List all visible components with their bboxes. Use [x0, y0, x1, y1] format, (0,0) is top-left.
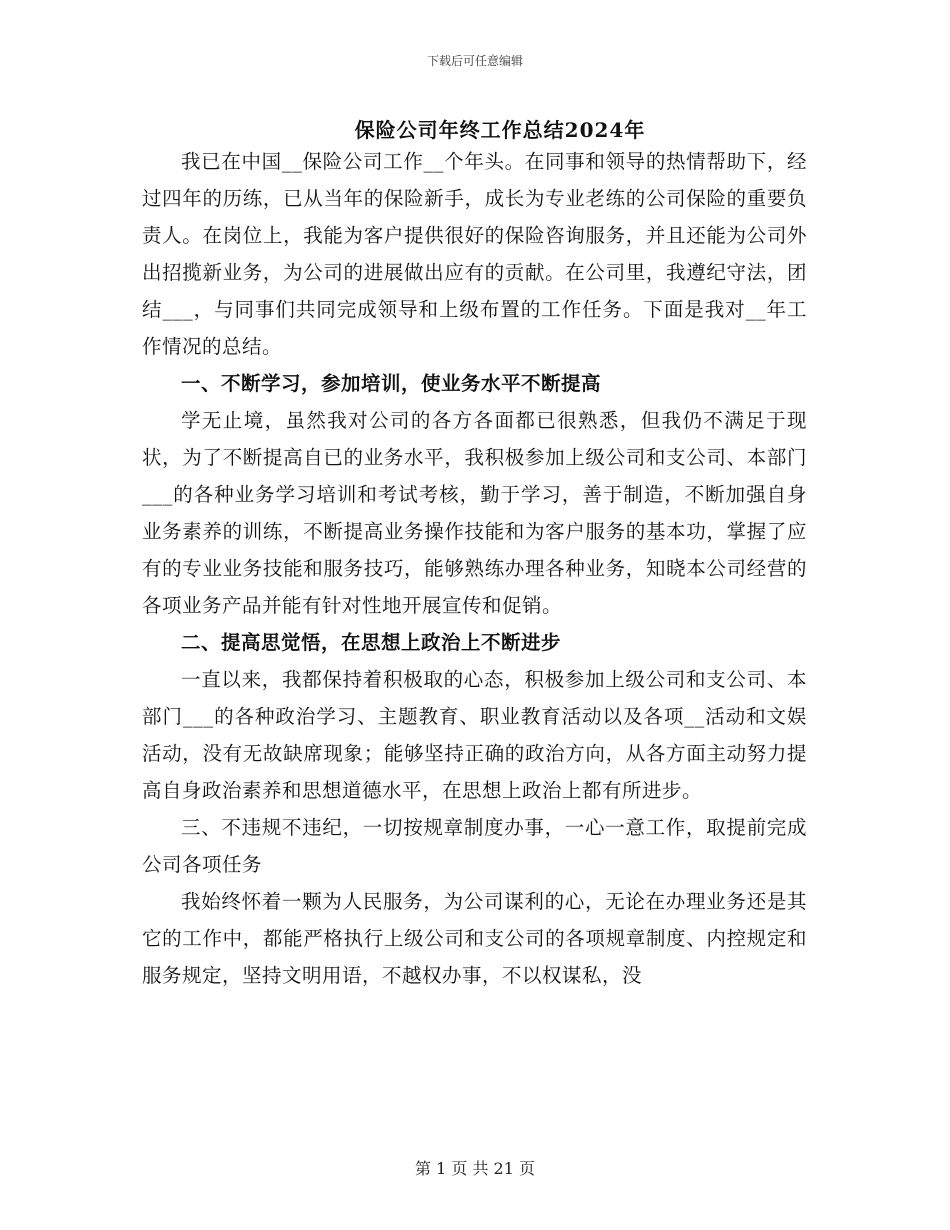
paragraph-section-2: 一直以来，我都保持着积极取的心态，积极参加上级公司和支公司、本部门___的各种政治学习、主题教育、职业教育活动以及各项__活动和文娱活动，没有无故缺席现象；能够坚持正确的政治方向，从各方面主动努力提高自身政治素养和思想道德水平，在思想上政治上都有所进步。 — [142, 668, 807, 802]
document-body — [142, 143, 807, 994]
paragraph-section-3: 我始终怀着一颗为人民服务，为公司谋利的心，无论在办理业务还是其它的工作中，都能严格执行上级公司和支公司的各项规章制度、内控规定和服务规定，坚持文明用语，不越权办事，不以权谋私，没 — [142, 890, 807, 987]
header-note: 下载后可任意编辑 — [426, 54, 523, 68]
paragraph-intro: 我已在中国__保险公司工作__个年头。在同事和领导的热情帮助下，经过四年的历练，已从当年的保险新手，成长为专业老练的公司保险的重要负责人。在岗位上，我能为客户提供很好的保险咨询服务，并且还能为公司外出招揽新业务，为公司的进展做出应有的贡献。在公司里，我遵纪守法，团结___，与同事们共同完成领导和上级布置的工作任务。下面是我对__年工作情况的总结。 — [142, 150, 807, 358]
page-indicator: 第 1 页 共 21 页 — [415, 1159, 535, 1178]
section-heading-3: 三、不违规不违纪，一切按规章制度办事，一心一意工作，取提前完成公司各项任务 — [142, 816, 807, 876]
section-heading-2: 二、提高思觉悟，在思想上政治上不断进步 — [181, 631, 562, 654]
section-heading-1: 一、不断学习，参加培训，使业务水平不断提高 — [181, 372, 602, 395]
document-title: 保险公司年终工作总结2024年 — [354, 118, 646, 142]
paragraph-section-1: 学无止境，虽然我对公司的各方各面都已很熟悉，但我仍不满足于现状，为了不断提高自已的业务水平，我积极参加上级公司和支公司、本部门___的各种业务学习培训和考试考核，勤于学习，善于制造，不断加强自身业务素养的训练，不断提高业务操作技能和为客户服务的基本功，掌握了应有的专业业务技能和服务技巧，能够熟练办理各种业务，知晓本公司经营的各项业务产品并能有针对性地开展宣传和促销。 — [142, 409, 807, 617]
